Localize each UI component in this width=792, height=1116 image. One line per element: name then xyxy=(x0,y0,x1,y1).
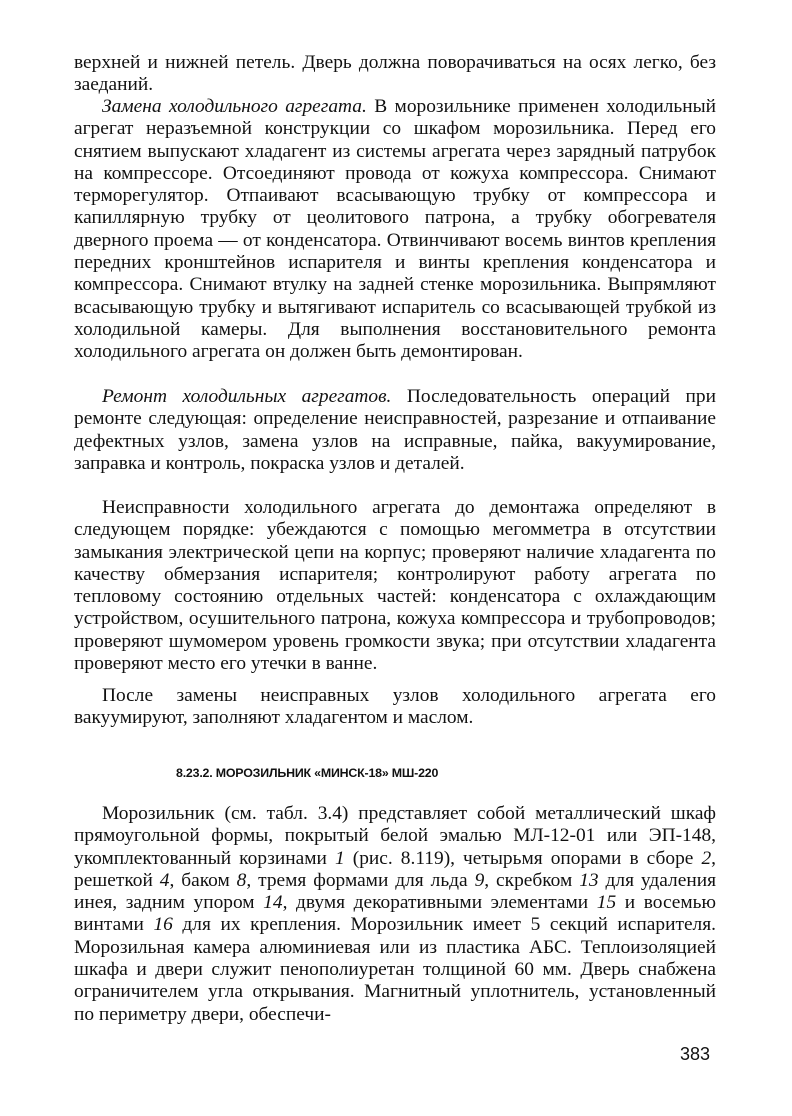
text-run: Морозильник (см. табл. 3.4) представляет собой металлический шкаф прямоугольной формы, покрытый белой эмалью МЛ-12-01 или ЭП-148, укомплектованный корзинами xyxy=(74,803,716,869)
paragraph-freezer-description xyxy=(74,803,716,1026)
text-run: , скребком xyxy=(484,869,580,891)
paragraph-text: Неисправности холодильного агрегата до демонтажа определяют в следующем порядке: убеждаются с помощью мегомметра в отсутствии замыкания электрической цепи на корпус; проверяют наличие хладагента по качеству обмерзания испарителя; контролируют работу агрегата по тепловому состоянию отдельных частей: конденсатора с охлаждающим устройством, осушительного патрона, кожуха компрессора и трубопроводов; проверяют шумомером уровень громкости звука; при отсутствии хладагента проверяют место его утечки в ванне. xyxy=(74,497,716,675)
text-run: , двумя декоративными элементами xyxy=(282,892,597,914)
paragraph-fault-detection xyxy=(74,497,716,675)
figure-ref-number: 9 xyxy=(474,869,485,891)
paragraph-text: Последовательность операций при ремонте следующая: определение неисправностей, разрезание и отпаивание дефектных узлов, замена узлов на исправные, пайка, вакуумирование, заправка и контроль, покраска узлов и деталей. xyxy=(74,386,716,474)
figure-ref-number: 8 xyxy=(236,869,247,891)
paragraph-door-hinges xyxy=(74,52,716,97)
figure-ref-number: 16 xyxy=(153,914,173,936)
paragraph-lead-italic: Ремонт холодильных агрегатов. xyxy=(102,386,392,407)
paragraph-text: В морозильнике применен холодильный агрегат неразъемной конструкции со шкафом морозильника. Перед его снятием выпускают хладагент из системы агрегата через зарядный патрубок на компрессоре. Отсоединяют провода от кожуха компрессора. Снимают терморегулятор. Отпаивают всасывающую трубку от компрессора и капиллярную трубку от цеолитового патрона, а трубку обогревателя дверного проема — от конденсатора. Отвинчивают восемь винтов крепления передних кронштейнов испарителя и винты крепления конденсатора и компрессора. Снимают втулку на задней стенке морозильника. Выпрямляют всасывающую трубку и вытягивают испаритель со всасывающей трубкой из холодильной камеры. Для выполнения восстановительного ремонта холодильного агрегата он должен быть демонтирован. xyxy=(74,96,717,363)
text-run: (рис. 8.119), четырьмя опорами в сборе xyxy=(344,847,702,869)
figure-ref-number: 2 xyxy=(701,847,712,869)
paragraph-text: верхней и нижней петель. Дверь должна поворачиваться на осях легко, без заеданий. xyxy=(74,52,716,96)
text-run: , баком xyxy=(169,869,237,891)
paragraph-unit-repair xyxy=(74,386,716,475)
text-run: , тремя формами для льда xyxy=(246,869,475,891)
paragraph-lead-italic: Замена холодильного агрегата. xyxy=(102,96,367,117)
text-run: и восемью винтами xyxy=(74,892,716,936)
figure-ref-number: 15 xyxy=(596,892,617,914)
text-run: для удаления инея, задним упором xyxy=(74,869,716,914)
section-heading: 8.23.2. МОРОЗИЛЬНИК «МИНСК-18» МШ-220 xyxy=(176,766,439,780)
figure-ref-number: 1 xyxy=(334,847,345,869)
text-run: , решеткой xyxy=(74,847,716,891)
figure-ref-number: 4 xyxy=(159,869,170,891)
paragraph-after-replacement xyxy=(74,685,716,730)
page-number: 383 xyxy=(680,1044,711,1064)
paragraph-unit-replacement xyxy=(74,96,716,364)
figure-ref-number: 13 xyxy=(579,869,599,891)
paragraph-text: После замены неисправных узлов холодильного агрегата его вакуумируют, заполняют хладагентом и маслом. xyxy=(74,685,716,729)
text-run: для их крепления. Морозильник имеет 5 секций испарителя. Морозильная камера алюминиевая или из пластика АБС. Теплоизоляцией шкафа и двери служит пенополиуретан толщиной 60 мм. Дверь снабжена ограничителем угла открывания. Магнитный уплотнитель, установленный по периметру двери, обеспечи- xyxy=(74,914,716,1025)
figure-ref-number: 14 xyxy=(263,892,283,914)
